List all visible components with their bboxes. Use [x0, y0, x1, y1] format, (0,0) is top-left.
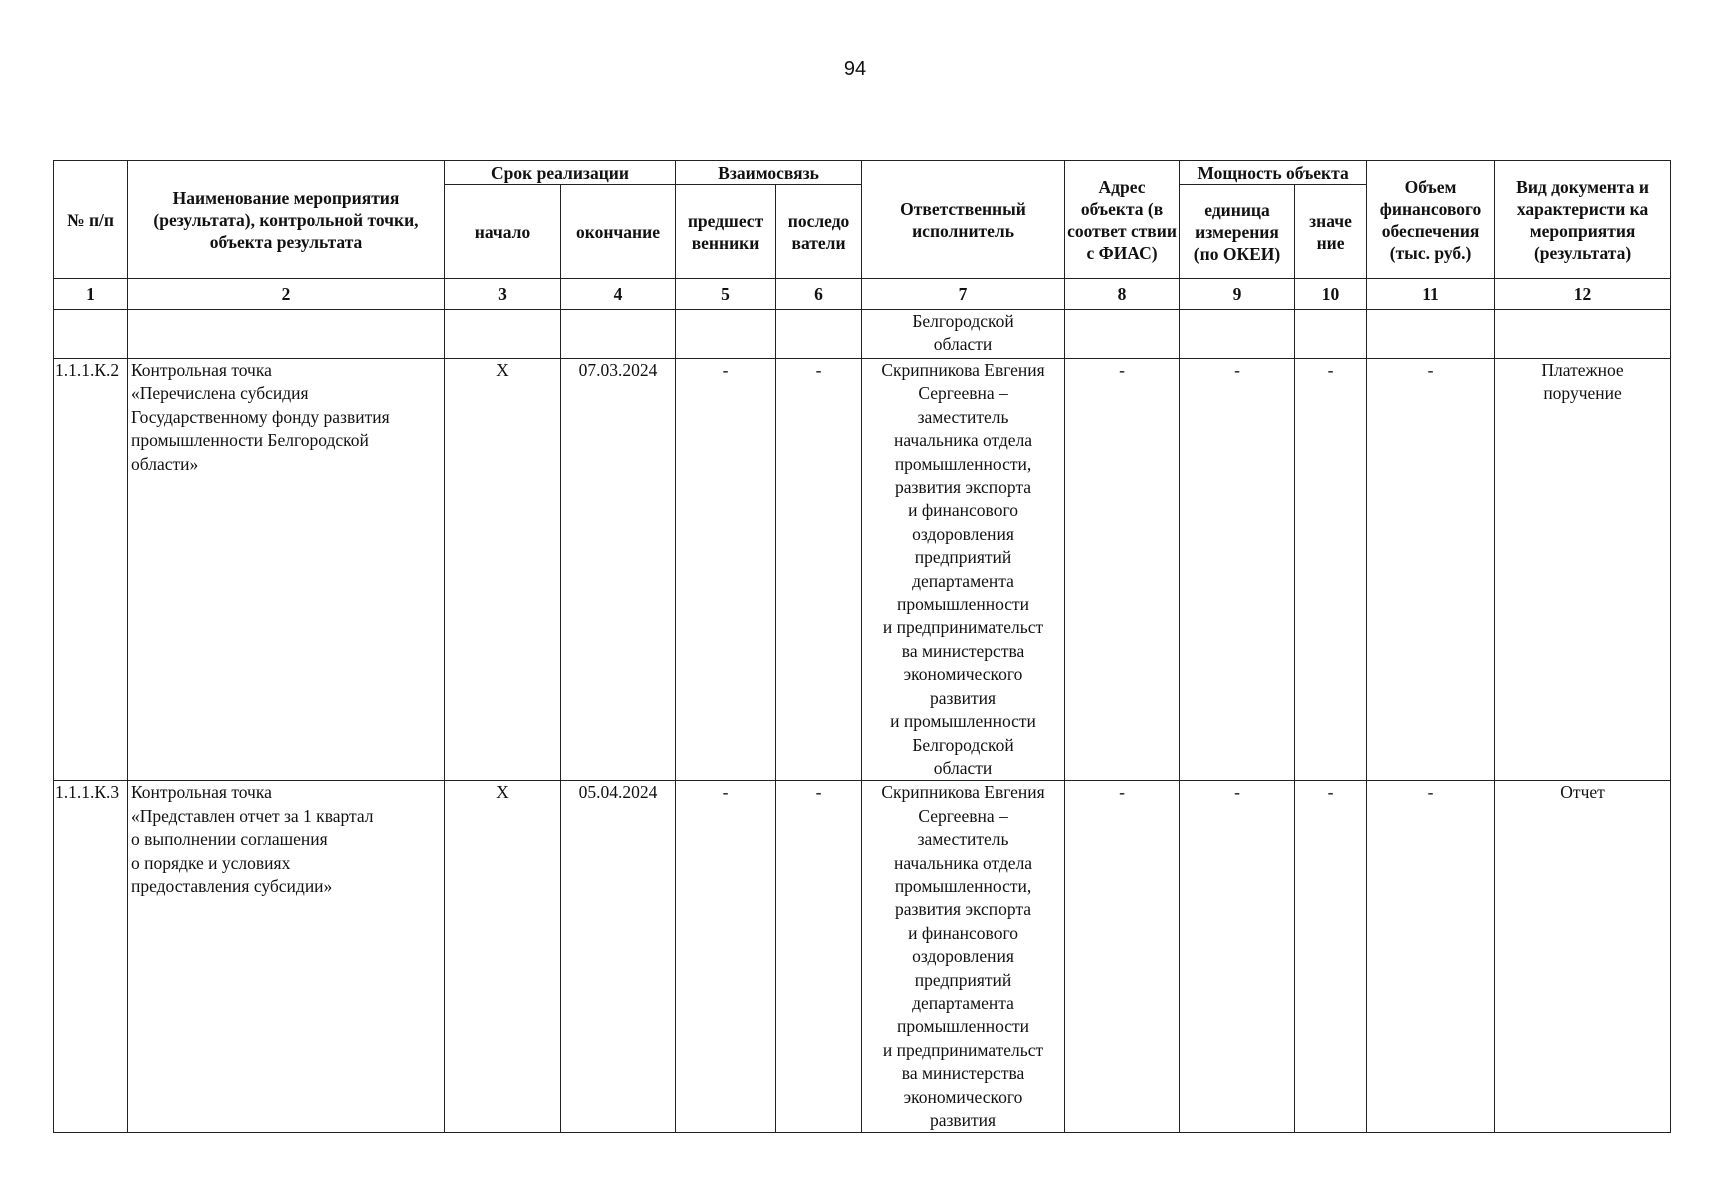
row-end: 07.03.2024 [561, 359, 676, 781]
row-successors: - [776, 359, 862, 781]
column-number: 10 [1295, 279, 1367, 310]
row-num [54, 310, 128, 359]
activities-table [53, 160, 1671, 1133]
column-number: 4 [561, 279, 676, 310]
row-unit: - [1180, 781, 1295, 1133]
row-responsible: Скрипникова Евгения Сергеевна – заместитель начальника отдела промышленности, развития экспорта и финансового оздоровления предприятий департамента промышленности и предпринимательст ва министерства экономического развития [862, 781, 1065, 1133]
header-relation: Взаимосвязь [676, 161, 862, 185]
header-period: Срок реализации [445, 161, 676, 185]
row-doc-type: Платежное поручение [1495, 359, 1671, 781]
row-predecessors [676, 310, 776, 359]
header-value: значе ние [1295, 185, 1367, 279]
column-number: 2 [128, 279, 445, 310]
header-row-top [54, 161, 1671, 185]
row-responsible: Белгородской области [862, 310, 1065, 359]
page-number: 94 [843, 58, 867, 80]
row-end [561, 310, 676, 359]
row-finance: - [1367, 359, 1495, 781]
row-name [128, 310, 445, 359]
header-responsible: Ответственный исполнитель [862, 161, 1065, 279]
header-capacity: Мощность объекта [1180, 161, 1367, 185]
column-number: 1 [54, 279, 128, 310]
row-value: - [1295, 359, 1367, 781]
row-address: - [1065, 781, 1180, 1133]
row-predecessors: - [676, 781, 776, 1133]
row-end: 05.04.2024 [561, 781, 676, 1133]
row-finance: - [1367, 781, 1495, 1133]
row-value [1295, 310, 1367, 359]
row-doc-type: Отчет [1495, 781, 1671, 1133]
row-doc-type [1495, 310, 1671, 359]
column-number: 11 [1367, 279, 1495, 310]
column-number: 5 [676, 279, 776, 310]
header-finance: Объем финансового обеспечения (тыс. руб.) [1367, 161, 1495, 279]
row-num: 1.1.1.К.3 [54, 781, 128, 1133]
header-start: начало [445, 185, 561, 279]
column-number: 8 [1065, 279, 1180, 310]
row-successors: - [776, 781, 862, 1133]
column-number: 7 [862, 279, 1065, 310]
row-unit: - [1180, 359, 1295, 781]
row-address: - [1065, 359, 1180, 781]
header-predecessors: предшест венники [676, 185, 776, 279]
row-successors [776, 310, 862, 359]
table-row [54, 359, 1671, 781]
header-address: Адрес объекта (в соответ ствии с ФИАС) [1065, 161, 1180, 279]
row-start: Х [445, 781, 561, 1133]
header-successors: последо ватели [776, 185, 862, 279]
column-number: 9 [1180, 279, 1295, 310]
row-unit [1180, 310, 1295, 359]
row-start: Х [445, 359, 561, 781]
column-number: 12 [1495, 279, 1671, 310]
row-responsible: Скрипникова Евгения Сергеевна – заместитель начальника отдела промышленности, развития экспорта и финансового оздоровления предприятий департамента промышленности и предпринимательст ва министерства экономического развития и промышленности Белгородской области [862, 359, 1065, 781]
table-row [54, 310, 1671, 359]
row-finance [1367, 310, 1495, 359]
row-start [445, 310, 561, 359]
header-unit: единица измерения (по ОКЕИ) [1180, 185, 1295, 279]
column-number: 6 [776, 279, 862, 310]
header-num: № п/п [54, 161, 128, 279]
row-address [1065, 310, 1180, 359]
table-row [54, 781, 1671, 1133]
row-predecessors: - [676, 359, 776, 781]
row-value: - [1295, 781, 1367, 1133]
header-name: Наименование мероприятия (результата), контрольной точки, объекта результата [128, 161, 445, 279]
column-numbers-row [54, 279, 1671, 310]
column-number: 3 [445, 279, 561, 310]
row-name: Контрольная точка «Представлен отчет за 1 квартал о выполнении соглашения о порядке и условиях предоставления субсидии» [128, 781, 445, 1133]
header-end: окончание [561, 185, 676, 279]
header-doc-type: Вид документа и характеристи ка мероприятия (результата) [1495, 161, 1671, 279]
row-num: 1.1.1.К.2 [54, 359, 128, 781]
row-name: Контрольная точка «Перечислена субсидия Государственному фонду развития промышленности Белгородской области» [128, 359, 445, 781]
